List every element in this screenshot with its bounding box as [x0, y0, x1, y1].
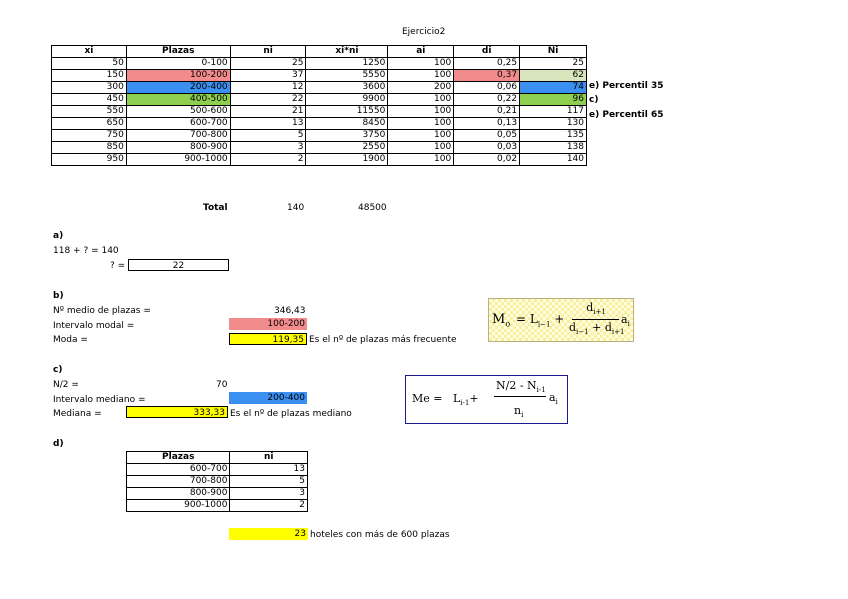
cell[interactable]: 700-800 — [126, 130, 230, 142]
cell[interactable]: 5 — [230, 130, 306, 142]
cell[interactable]: 0,13 — [454, 118, 520, 130]
cell[interactable]: 100 — [388, 130, 454, 142]
cell[interactable]: 2550 — [306, 142, 388, 154]
median-formula — [405, 375, 568, 424]
table-row — [52, 70, 587, 82]
cell[interactable]: 550 — [52, 106, 127, 118]
cell[interactable]: 0,03 — [454, 142, 520, 154]
header-xi: xi — [52, 46, 127, 58]
hotels-sum[interactable]: 23 — [229, 528, 308, 540]
table-header-row — [127, 452, 308, 464]
median-value[interactable]: 333,33 — [126, 406, 228, 418]
total-label: Total — [203, 203, 228, 213]
cell[interactable]: 700-800 — [127, 476, 230, 488]
cell[interactable]: 450 — [52, 94, 127, 106]
table-row — [52, 154, 587, 166]
cell[interactable]: 13 — [230, 464, 308, 476]
header-ai: ai — [388, 46, 454, 58]
half-n-value: 70 — [216, 380, 228, 390]
total-xini: 48500 — [358, 203, 387, 213]
cell[interactable]: 100 — [388, 106, 454, 118]
cell-percentil35[interactable]: 62 — [520, 70, 587, 82]
cell[interactable]: 3 — [230, 142, 306, 154]
median-formula-num: N/2 - N — [496, 379, 537, 392]
cell[interactable]: 22 — [230, 94, 306, 106]
table-row — [52, 142, 587, 154]
cell[interactable]: 135 — [520, 130, 587, 142]
mode-formula-den-plus: + d — [592, 321, 612, 334]
median-formula-den: n — [514, 404, 522, 417]
cell[interactable]: 100 — [388, 94, 454, 106]
mode-formula-num: d — [586, 301, 594, 314]
cell[interactable]: 12 — [230, 82, 306, 94]
table-row — [127, 476, 308, 488]
mode-label: Moda = — [53, 335, 88, 345]
cell[interactable]: 9900 — [306, 94, 388, 106]
mean-value: 346,43 — [274, 306, 306, 316]
header-plazas: Plazas — [127, 452, 230, 464]
above-600-table — [126, 451, 308, 512]
cell[interactable]: 11550 — [306, 106, 388, 118]
cell[interactable]: 13 — [230, 118, 306, 130]
median-formula-lhs: Me = — [412, 392, 443, 405]
cell[interactable]: 1250 — [306, 58, 388, 70]
mode-formula-L-sub: i−1 — [537, 320, 551, 329]
mean-label: Nº medio de plazas = — [53, 306, 151, 316]
cell[interactable]: 130 — [520, 118, 587, 130]
cell[interactable]: 100 — [388, 58, 454, 70]
cell[interactable]: 0,22 — [454, 94, 520, 106]
median-formula-fraction-bar — [494, 396, 546, 397]
cell[interactable]: 50 — [52, 58, 127, 70]
median-formula-a-sub: i — [555, 398, 558, 407]
table-row — [127, 500, 308, 512]
cell[interactable]: 37 — [230, 70, 306, 82]
cell[interactable]: 21 — [230, 106, 306, 118]
mode-formula-den1-sub: i−1 — [576, 328, 589, 337]
mode-formula — [488, 298, 634, 342]
median-formula-a: a — [549, 391, 556, 404]
header-ni: ni — [230, 46, 306, 58]
note-percentil35: e) Percentil 35 — [589, 81, 664, 91]
cell[interactable]: 0,21 — [454, 106, 520, 118]
cell[interactable]: 650 — [52, 118, 127, 130]
section-a-equation: 118 + ? = 140 — [53, 246, 119, 256]
cell-percentil65-interval[interactable]: 400-500 — [126, 94, 230, 106]
cell[interactable]: 0,02 — [454, 154, 520, 166]
table-row — [52, 82, 587, 94]
median-formula-L: L — [453, 392, 461, 405]
mode-formula-den2-sub: i+1 — [611, 328, 625, 337]
cell[interactable]: 3750 — [306, 130, 388, 142]
half-n-label: N/2 = — [53, 380, 79, 390]
header-xini: xi*ni — [306, 46, 388, 58]
cell[interactable]: 900-1000 — [127, 500, 230, 512]
cell[interactable]: 25 — [520, 58, 587, 70]
header-Ni: Ni — [520, 46, 587, 58]
cell[interactable]: 138 — [520, 142, 587, 154]
table-row — [52, 130, 587, 142]
cell[interactable]: 100 — [388, 70, 454, 82]
cell[interactable]: 0,06 — [454, 82, 520, 94]
cell[interactable]: 2 — [230, 154, 306, 166]
table-header-row — [52, 46, 587, 58]
cell[interactable]: 0-100 — [126, 58, 230, 70]
cell[interactable]: 2 — [230, 500, 308, 512]
hotels-note: hoteles con más de 600 plazas — [310, 530, 450, 540]
table-row — [52, 106, 587, 118]
median-interval-value[interactable]: 200-400 — [229, 392, 307, 404]
median-interval-label: Intervalo mediano = — [53, 395, 146, 405]
table-row — [127, 464, 308, 476]
header-di: di — [454, 46, 520, 58]
median-formula-L-sub: i-1 — [460, 399, 470, 408]
cell[interactable]: 800-900 — [127, 488, 230, 500]
section-b-label: b) — [53, 291, 64, 301]
section-d-label: d) — [53, 439, 64, 449]
cell[interactable]: 800-900 — [126, 142, 230, 154]
cell[interactable]: 25 — [230, 58, 306, 70]
mode-formula-plus: + — [554, 312, 565, 326]
mode-formula-eq: = L — [516, 312, 538, 326]
cell[interactable]: 3 — [230, 488, 308, 500]
cell[interactable]: 850 — [52, 142, 127, 154]
note-percentil65: e) Percentil 65 — [589, 110, 664, 120]
mode-note: Es el nº de plazas más frecuente — [309, 335, 457, 345]
header-ni: ni — [230, 452, 308, 464]
cell[interactable]: 100 — [388, 142, 454, 154]
cell[interactable]: 117 — [520, 106, 587, 118]
frequency-table — [51, 45, 587, 166]
sheet-title: Ejercicio2 — [402, 27, 446, 37]
cell[interactable]: 1900 — [306, 154, 388, 166]
mode-formula-den1: d — [569, 321, 577, 334]
cell[interactable]: 600-700 — [127, 464, 230, 476]
total-ni: 140 — [287, 203, 305, 213]
cell[interactable]: 500-600 — [126, 106, 230, 118]
median-formula-den-sub: i — [521, 411, 524, 420]
cell-modal-interval[interactable]: 100-200 — [126, 70, 230, 82]
mode-formula-lhs-sub: o — [505, 319, 511, 329]
mode-formula-lhs: M — [492, 312, 506, 327]
table-row — [52, 58, 587, 70]
cell[interactable]: 950 — [52, 154, 127, 166]
cell[interactable]: 150 — [52, 70, 127, 82]
section-a-answer[interactable]: 22 — [128, 259, 229, 271]
median-formula-plus: + — [469, 392, 479, 405]
section-a-answer-label: ? = — [110, 261, 126, 271]
cell[interactable]: 900-1000 — [126, 154, 230, 166]
mode-formula-a-sub: i — [627, 320, 630, 329]
cell[interactable]: 100 — [388, 118, 454, 130]
median-note: Es el nº de plazas mediano — [230, 409, 352, 419]
median-label: Mediana = — [53, 409, 102, 419]
median-formula-num-sub: i-1 — [536, 386, 546, 395]
header-plazas: Plazas — [126, 46, 230, 58]
cell[interactable]: 200 — [388, 82, 454, 94]
note-c: c) — [589, 95, 599, 105]
cell[interactable]: 100 — [388, 154, 454, 166]
table-row — [52, 94, 587, 106]
cell-median-interval[interactable]: 200-400 — [126, 82, 230, 94]
cell-percentil65[interactable]: 96 — [520, 94, 587, 106]
modal-interval-label: Intervalo modal = — [53, 321, 135, 331]
cell[interactable]: 3600 — [306, 82, 388, 94]
mode-formula-num-sub: i+1 — [593, 308, 606, 317]
cell[interactable]: 600-700 — [126, 118, 230, 130]
section-c-label: c) — [53, 365, 63, 375]
cell-median-Ni[interactable]: 74 — [520, 82, 587, 94]
cell[interactable]: 300 — [52, 82, 127, 94]
cell[interactable]: 0,25 — [454, 58, 520, 70]
cell-max-di[interactable]: 0,37 — [454, 70, 520, 82]
table-row — [127, 488, 308, 500]
cell[interactable]: 8450 — [306, 118, 388, 130]
mode-formula-a: a — [621, 313, 628, 326]
section-a-label: a) — [53, 231, 64, 241]
table-row — [52, 118, 587, 130]
cell[interactable]: 0,05 — [454, 130, 520, 142]
cell[interactable]: 5550 — [306, 70, 388, 82]
cell[interactable]: 5 — [230, 476, 308, 488]
cell[interactable]: 140 — [520, 154, 587, 166]
modal-interval-value[interactable]: 100-200 — [229, 318, 307, 330]
mode-value[interactable]: 119,35 — [229, 333, 307, 345]
cell[interactable]: 750 — [52, 130, 127, 142]
mode-formula-fraction-bar — [572, 319, 619, 320]
